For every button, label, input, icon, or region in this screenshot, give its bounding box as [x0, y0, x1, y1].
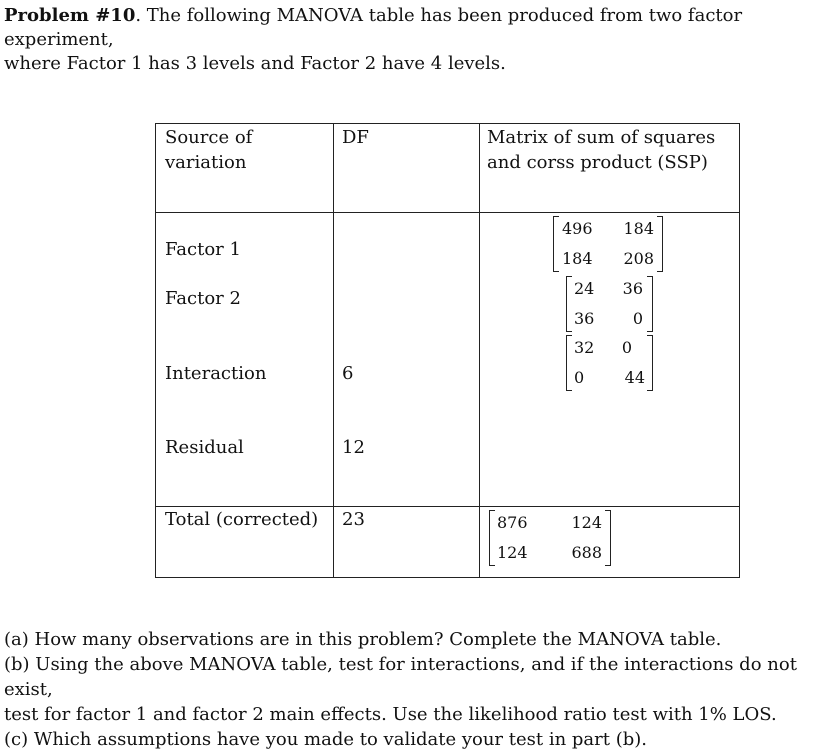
matrix-cell: 688 — [571, 543, 602, 562]
ssp-matrix-total — [489, 508, 611, 568]
question-b-line-2: test for factor 1 and factor 2 main effects. Use the likelihood ratio test with 1% LOS. — [4, 704, 777, 725]
manova-table — [155, 123, 740, 578]
matrix-cell: 124 — [571, 513, 602, 532]
question-b-line-1: (b) Using the above MANOVA table, test for interactions, and if the interactions do not exist, — [4, 654, 797, 700]
matrix-cell: 24 — [574, 279, 595, 298]
source-factor-2: Factor 2 — [165, 288, 241, 309]
df-interaction: 6 — [342, 363, 354, 384]
source-factor-1: Factor 1 — [165, 239, 241, 260]
right-bracket — [605, 510, 611, 566]
left-bracket — [566, 335, 572, 391]
header-ssp-line-1: Matrix of sum of squares — [487, 127, 716, 148]
source-interaction: Interaction — [165, 363, 267, 384]
problem-text-1: . The following MANOVA table has been produced from two factor experiment, — [4, 5, 743, 50]
header-divider — [156, 212, 739, 213]
ssp-matrix-interaction — [566, 333, 653, 393]
left-bracket — [566, 276, 572, 332]
source-residual: Residual — [165, 437, 244, 458]
matrix-cell: 0 — [574, 368, 585, 387]
right-bracket — [657, 216, 663, 272]
header-source-line-1: Source of — [165, 127, 253, 148]
matrix-cell: 32 — [574, 338, 595, 357]
problem-line-2: where Factor 1 has 3 levels and Factor 2 have 4 levels. — [4, 53, 506, 74]
left-bracket — [553, 216, 559, 272]
total-divider — [156, 506, 739, 507]
matrix-cell: 36 — [622, 279, 643, 298]
matrix-cell: 184 — [562, 249, 593, 268]
df-total: 23 — [342, 509, 365, 530]
problem-line-1 — [4, 4, 832, 52]
question-c: (c) Which assumptions have you made to validate your test in part (b). — [4, 729, 647, 750]
right-bracket — [647, 335, 653, 391]
problem-label: Problem #10 — [4, 5, 136, 26]
df-residual: 12 — [342, 437, 365, 458]
questions — [4, 627, 832, 752]
ssp-matrix-factor-2 — [566, 274, 653, 334]
source-total: Total (corrected) — [165, 509, 319, 530]
header-df: DF — [342, 127, 369, 148]
matrix-cell: 208 — [623, 249, 654, 268]
matrix-cell: 44 — [624, 368, 645, 387]
matrix-cell: 36 — [574, 309, 595, 328]
column-divider-1 — [333, 124, 334, 577]
matrix-cell: 496 — [562, 219, 593, 238]
column-divider-2 — [479, 124, 480, 577]
matrix-cell: 124 — [497, 543, 528, 562]
header-ssp-line-2: and corss product (SSP) — [487, 152, 708, 173]
matrix-cell: 0 — [621, 338, 632, 357]
matrix-cell: 0 — [632, 309, 643, 328]
header-source-line-2: variation — [165, 152, 247, 173]
left-bracket — [489, 510, 495, 566]
question-a: (a) How many observations are in this problem? Complete the MANOVA table. — [4, 629, 722, 650]
matrix-cell: 876 — [497, 513, 528, 532]
problem-statement — [4, 4, 832, 76]
ssp-matrix-factor-1 — [553, 214, 663, 274]
matrix-cell: 184 — [623, 219, 654, 238]
right-bracket — [647, 276, 653, 332]
